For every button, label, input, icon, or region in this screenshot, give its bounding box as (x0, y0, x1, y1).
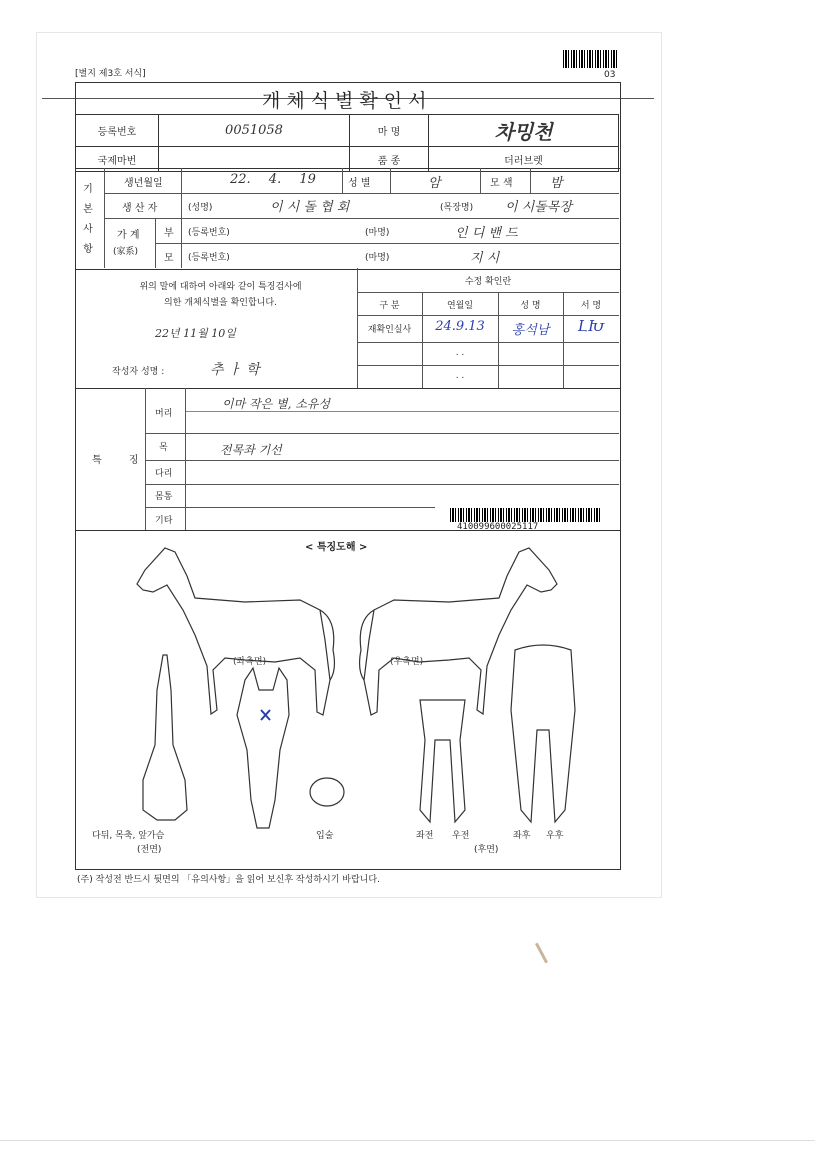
dam-label: 모 (164, 253, 174, 264)
right-side-caption: (우측면) (390, 657, 424, 667)
birth-label: 생년월일 (124, 178, 163, 189)
sex-value: 암 (428, 176, 441, 191)
row1-sign: ԼԽ (577, 317, 605, 335)
left-side-caption: (좌측면) (233, 657, 267, 667)
producer-name-value: 이 시 돌 협 회 (270, 200, 350, 215)
horse-diagram (75, 540, 619, 860)
neck-value: 전목좌 기선 (220, 443, 282, 457)
front-caption: 다뒤, 목축, 앞가슴 (92, 831, 165, 841)
pedigree-label: 가 계 (117, 230, 140, 241)
page-code: 03 (604, 70, 616, 80)
confirm-date: 22년 11월 10일 (155, 327, 236, 340)
row1-name: 홍석남 (511, 323, 550, 338)
row2-date: . . (455, 348, 465, 358)
color-label: 모 색 (490, 178, 513, 189)
horse-name-value: 차밍천 (429, 115, 619, 147)
features-section-label: 특 징 (92, 455, 151, 466)
col-type: 구 분 (379, 301, 400, 311)
color-value: 밤 (550, 176, 563, 191)
horse-name-label: 마 명 (350, 115, 429, 147)
front-legs (420, 700, 465, 822)
sire-name-value: 인 디 밴 드 (455, 226, 518, 241)
statement-line2: 의한 개체식별을 확인합니다. (164, 298, 277, 308)
col-date: 연월일 (446, 301, 474, 311)
head-marking (261, 710, 270, 720)
sire-reg-label: (등록번호) (188, 228, 230, 238)
rear-legs (511, 645, 575, 822)
paper-speck (535, 943, 548, 964)
reg-no-label: 등록번호 (76, 115, 159, 147)
header-fields (75, 114, 619, 172)
producer-label: 생 산 자 (122, 203, 158, 214)
breed-value: 더러브렛 (429, 147, 619, 172)
author-label: 작성자 성명 : (112, 367, 165, 377)
birth-value: 22. 4. 19 (230, 172, 316, 187)
other-label: 기타 (155, 516, 173, 526)
farm-value: 이 시돌목장 (505, 200, 572, 215)
footer-note: (주) 작성전 반드시 뒷면의 「유의사항」을 읽어 보신후 작성하시기 바랍니다. (77, 875, 380, 885)
rear-sub: (후면) (474, 845, 499, 855)
diagram-title: < 특징도해 > (305, 542, 368, 553)
doc-barcode (450, 508, 602, 522)
row3-date: . . (455, 371, 465, 381)
lips-caption: 입술 (316, 831, 334, 841)
correction-title: 수정 확인란 (464, 277, 512, 287)
neck-label: 목 (159, 443, 168, 453)
producer-name-label: (성명) (188, 203, 213, 213)
reg-no-value: 0051058 (159, 115, 350, 147)
row1-date: 24.9.13 (435, 319, 485, 334)
farm-label: (목장명) (440, 203, 474, 213)
sire-name-label: (마명) (365, 228, 390, 238)
rh-caption: 우후 (546, 831, 564, 841)
basic-section-label: 기본사항 (83, 184, 93, 255)
pedigree-hanja: (家系) (113, 247, 139, 257)
confirm-statement (88, 279, 353, 311)
breed-label: 품 종 (350, 147, 429, 172)
rf-caption: 우전 (452, 831, 470, 841)
lf-caption: 좌전 (416, 831, 434, 841)
col-sign: 서 명 (580, 301, 602, 311)
barcode-number: 410099600025117 (457, 522, 539, 532)
head-value: 이마 작은 별, 소유성 (222, 397, 330, 411)
dam-name-value: 지 시 (470, 251, 500, 266)
statement-line1: 위의 말에 대하여 아래와 같이 특징검사에 (139, 282, 302, 292)
scan-edge (0, 1140, 815, 1141)
dam-name-label: (마명) (365, 253, 390, 263)
left-side-horse (137, 548, 330, 715)
legs-label: 다리 (155, 469, 173, 479)
head-label: 머리 (155, 409, 173, 419)
sex-label: 성 별 (348, 178, 371, 189)
right-side-horse (364, 548, 557, 715)
sire-label: 부 (164, 228, 174, 239)
top-view-horse (143, 655, 187, 820)
lh-caption: 좌후 (513, 831, 531, 841)
author-value: 추 ㅏ 학 (210, 362, 260, 378)
form-label: [별지 제3호 서식] (75, 69, 146, 79)
top-barcode (563, 50, 618, 68)
intl-no-label: 국제마번 (76, 147, 159, 172)
page-title: 개체식별확인서 (262, 90, 433, 112)
dam-reg-label: (등록번호) (188, 253, 230, 263)
col-name: 성 명 (520, 301, 541, 311)
body-label: 몸통 (155, 492, 173, 502)
front-sub: (전면) (137, 845, 162, 855)
row1-type: 재확인실사 (367, 325, 412, 335)
front-head (237, 668, 289, 828)
lips (310, 778, 344, 806)
